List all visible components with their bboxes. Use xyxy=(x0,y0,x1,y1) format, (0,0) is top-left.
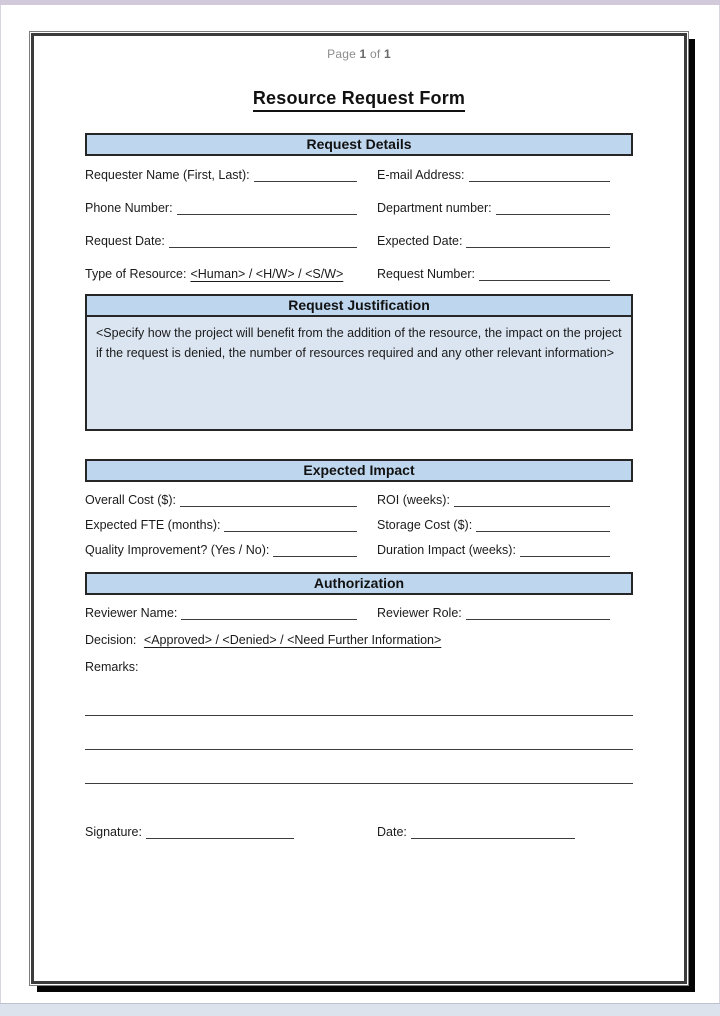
request-number-field xyxy=(377,267,633,281)
expected-date-blank[interactable] xyxy=(466,234,610,248)
page-title: Resource Request Form xyxy=(253,88,465,112)
expected-impact-fields xyxy=(85,493,633,557)
type-of-resource-options[interactable]: <Human> / <H/W> / <S/W> xyxy=(190,267,344,281)
request-number-label: Request Number: xyxy=(377,267,475,281)
phone-number-label: Phone Number: xyxy=(85,201,173,215)
page-indicator-total: 1 xyxy=(383,47,391,61)
overall-cost-label: Overall Cost ($): xyxy=(85,493,176,507)
overall-cost-blank[interactable] xyxy=(180,493,357,507)
department-number-label: Department number: xyxy=(377,201,492,215)
decision-options[interactable]: <Approved> / <Denied> / <Need Further Information> xyxy=(143,633,442,647)
page-indicator-current: 1 xyxy=(359,47,367,61)
remarks-line-2[interactable] xyxy=(85,749,633,750)
department-number-field xyxy=(377,201,633,215)
date-field xyxy=(377,825,633,839)
reviewer-role-label: Reviewer Role: xyxy=(377,606,462,620)
storage-cost-field xyxy=(377,518,633,532)
department-number-blank[interactable] xyxy=(496,201,610,215)
type-of-resource-label: Type of Resource: xyxy=(85,267,187,281)
date-label: Date: xyxy=(377,825,407,839)
decision-label: Decision: xyxy=(85,633,137,647)
section-header-expected-impact: Expected Impact xyxy=(85,459,633,482)
authorization-fields xyxy=(85,606,633,620)
requester-name-field xyxy=(85,168,377,182)
document-page xyxy=(29,31,689,986)
section-header-request-justification: Request Justification xyxy=(85,294,633,317)
title-container xyxy=(85,88,633,112)
overall-cost-field xyxy=(85,493,377,507)
request-date-blank[interactable] xyxy=(169,234,357,248)
signature-field xyxy=(85,825,377,839)
roi-field xyxy=(377,493,633,507)
duration-impact-label: Duration Impact (weeks): xyxy=(377,543,516,557)
request-date-field xyxy=(85,234,377,248)
expected-fte-blank[interactable] xyxy=(224,518,357,532)
date-blank[interactable] xyxy=(411,825,575,839)
signature-blank[interactable] xyxy=(146,825,294,839)
reviewer-name-blank[interactable] xyxy=(181,606,357,620)
type-of-resource-field xyxy=(85,267,377,281)
phone-number-field xyxy=(85,201,377,215)
window-bottom-edge xyxy=(0,1003,720,1016)
section-header-request-details: Request Details xyxy=(85,133,633,156)
expected-date-field xyxy=(377,234,633,248)
remarks-line-1[interactable] xyxy=(85,715,633,716)
expected-date-label: Expected Date: xyxy=(377,234,463,248)
page-border-frame xyxy=(31,33,687,984)
requester-name-blank[interactable] xyxy=(254,168,357,182)
expected-fte-field xyxy=(85,518,377,532)
email-address-blank[interactable] xyxy=(469,168,610,182)
signature-row xyxy=(85,825,633,839)
storage-cost-label: Storage Cost ($): xyxy=(377,518,473,532)
reviewer-role-field xyxy=(377,606,633,620)
justification-text-box[interactable]: <Specify how the project will benefit from the addition of the resource, the impact on the project if the request is denied, the number of resources required and any other relevant information> xyxy=(85,317,633,431)
request-number-blank[interactable] xyxy=(479,267,610,281)
roi-label: ROI (weeks): xyxy=(377,493,450,507)
signature-label: Signature: xyxy=(85,825,142,839)
remarks-label: Remarks: xyxy=(85,660,139,674)
request-date-label: Request Date: xyxy=(85,234,165,248)
duration-impact-field xyxy=(377,543,633,557)
page-indicator-separator: of xyxy=(369,47,381,61)
page-indicator xyxy=(85,47,633,61)
phone-number-blank[interactable] xyxy=(177,201,357,215)
storage-cost-blank[interactable] xyxy=(476,518,610,532)
quality-improvement-label: Quality Improvement? (Yes / No): xyxy=(85,543,270,557)
email-address-label: E-mail Address: xyxy=(377,168,465,182)
roi-blank[interactable] xyxy=(454,493,610,507)
email-address-field xyxy=(377,168,633,182)
page-indicator-prefix: Page xyxy=(327,47,356,61)
expected-fte-label: Expected FTE (months): xyxy=(85,518,221,532)
decision-field xyxy=(85,633,633,647)
reviewer-name-label: Reviewer Name: xyxy=(85,606,178,620)
reviewer-role-blank[interactable] xyxy=(466,606,610,620)
window-top-edge xyxy=(0,0,720,5)
reviewer-name-field xyxy=(85,606,377,620)
section-header-authorization: Authorization xyxy=(85,572,633,595)
requester-name-label: Requester Name (First, Last): xyxy=(85,168,250,182)
remarks-line-3[interactable] xyxy=(85,783,633,784)
duration-impact-blank[interactable] xyxy=(520,543,610,557)
quality-improvement-blank[interactable] xyxy=(273,543,357,557)
quality-improvement-field xyxy=(85,543,377,557)
request-details-fields xyxy=(85,168,633,281)
